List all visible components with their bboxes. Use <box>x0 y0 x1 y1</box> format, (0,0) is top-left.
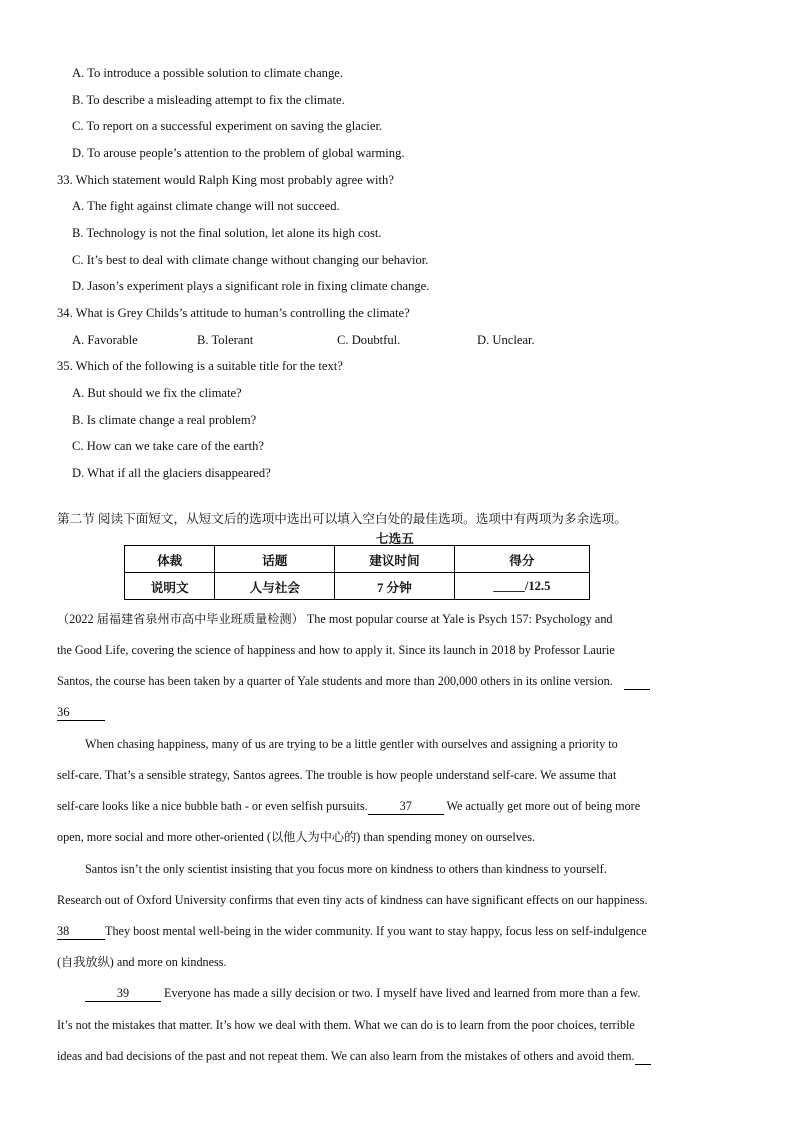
passage-line: Research out of Oxford University confirms that even tiny acts of kindness can have significant effects on our happiness. <box>57 893 648 907</box>
q34-option-c: C. Doubtful. <box>337 333 401 347</box>
passage-line: It’s not the mistakes that matter. It’s how we deal with them. What we can do is to learn from the poor choices, terrible <box>57 1018 635 1032</box>
blank-36-label: 36 <box>57 704 105 721</box>
blank-line <box>635 1048 651 1065</box>
passage-text: ideas and bad decisions of the past and not repeat them. We can also learn from the mistakes of others and avoid them. <box>57 1049 635 1063</box>
q33-option-a: A. The fight against climate change will not succeed. <box>72 199 340 213</box>
blank-38[interactable]: 38 <box>57 923 105 940</box>
passage-line <box>57 673 650 690</box>
q34-option-b: B. Tolerant <box>197 333 254 347</box>
section-title: 第二节 阅读下面短文，从短文后的选项中选出可以填入空白处的最佳选项。选项中有两项为多余选项。 <box>57 512 627 526</box>
q33-option-b: B. Technology is not the final solution, let alone its high cost. <box>72 226 382 240</box>
blank-36[interactable] <box>57 704 105 721</box>
passage-line <box>85 985 640 1002</box>
table-header-cell: 体裁 <box>125 546 215 573</box>
passage-line <box>57 923 647 940</box>
blank-line <box>624 673 650 690</box>
passage-line <box>57 798 640 815</box>
q35-option-c: C. How can we take care of the earth? <box>72 439 264 453</box>
table-cell: 人与社会 <box>215 573 335 600</box>
q33-question: 33. Which statement would Ralph King most probably agree with? <box>57 173 394 187</box>
passage-line: （2022 届福建省泉州市高中毕业班质量检测） The most popular course at Yale is Psych 157: Psychology and <box>57 612 613 626</box>
q35-option-d: D. What if all the glaciers disappeared? <box>72 466 271 480</box>
blank-37[interactable]: 37 <box>368 798 444 815</box>
table-cell: 7 分钟 <box>335 573 455 600</box>
passage-line: When chasing happiness, many of us are trying to be a little gentler with ourselves and assigning a priority to <box>85 737 618 751</box>
info-table <box>124 545 590 600</box>
q32-option-a: A. To introduce a possible solution to climate change. <box>72 66 343 80</box>
table-cell: 说明文 <box>125 573 215 600</box>
passage-line: open, more social and more other-oriented (以他人为中心的) than spending money on ourselves. <box>57 830 536 844</box>
passage-line: (自我放纵) and more on kindness. <box>57 955 227 969</box>
table-header-cell: 建议时间 <box>335 546 455 573</box>
passage-line: Santos isn’t the only scientist insisting that you focus more on kindness to others than kindness to yourself. <box>85 862 607 876</box>
passage-line: the Good Life, covering the science of happiness and how to apply it. Since its launch in 2018 by Professor Laurie <box>57 643 615 657</box>
q33-option-c: C. It’s best to deal with climate change without changing our behavior. <box>72 253 429 267</box>
passage-text: We actually get more out of being more <box>446 799 641 813</box>
q35-option-b: B. Is climate change a real problem? <box>72 413 257 427</box>
q35-option-a: A. But should we fix the climate? <box>72 386 242 400</box>
passage-line <box>57 1048 651 1065</box>
q35-question: 35. Which of the following is a suitable title for the text? <box>57 359 343 373</box>
q34-option-a: A. Favorable <box>72 333 138 347</box>
table-row <box>125 573 590 600</box>
q34-option-d: D. Unclear. <box>477 333 535 347</box>
table-header-cell: 得分 <box>454 546 589 573</box>
passage-text: self-care looks like a nice bubble bath - or even selfish pursuits. <box>57 799 368 813</box>
blank-39[interactable]: 39 <box>85 985 161 1002</box>
q33-option-d: D. Jason’s experiment plays a significant role in fixing climate change. <box>72 279 430 293</box>
q32-option-d: D. To arouse people’s attention to the problem of global warming. <box>72 146 405 160</box>
passage-line: self-care. That’s a sensible strategy, Santos agrees. The trouble is how people understand self-care. We assume that <box>57 768 617 782</box>
passage-text: Everyone has made a silly decision or two. I myself have lived and learned from more than a few. <box>164 986 641 1000</box>
passage-text: They boost mental well-being in the wider community. If you want to stay happy, focus less on self-indulgence <box>105 924 647 938</box>
table-header-row <box>125 546 590 573</box>
table-caption: 七选五 <box>376 532 414 546</box>
table-header-cell: 话题 <box>215 546 335 573</box>
q32-option-b: B. To describe a misleading attempt to fix the climate. <box>72 93 345 107</box>
q32-option-c: C. To report on a successful experiment on saving the glacier. <box>72 119 383 133</box>
passage-text: Santos, the course has been taken by a quarter of Yale students and more than 200,000 others in its online version. <box>57 674 613 688</box>
q34-question: 34. What is Grey Childs’s attitude to human’s controlling the climate? <box>57 306 410 320</box>
table-cell-score: _____/12.5 <box>454 573 589 600</box>
